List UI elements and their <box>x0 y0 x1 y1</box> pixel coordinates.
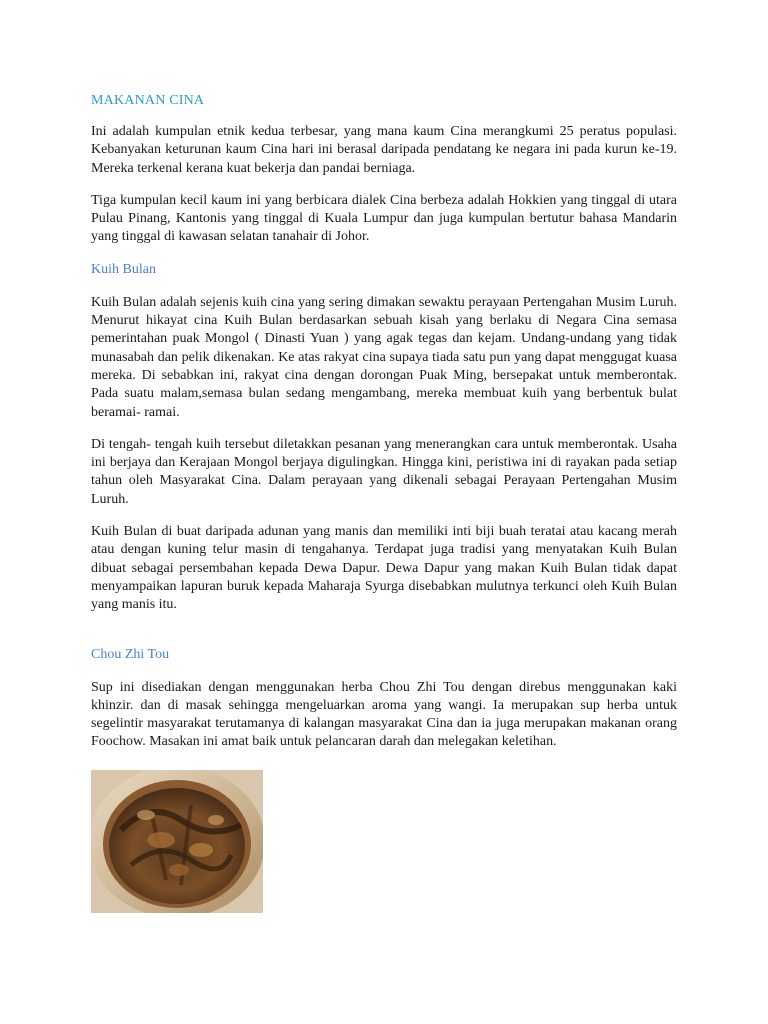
chou-zhi-tou-paragraph-1: Sup ini disediakan dengan menggunakan herba Chou Zhi Tou dengan direbus menggunakan kaki khinzir. dan di masak sehingga mengeluarkan aroma yang wangi. Ia merupakan sup herba untuk segelintir masyarakat terutamanya di kalangan masyarakat Cina dan ia juga merupakan makanan orang Foochow. Masakan ini amat baik untuk pelancaran darah dan melegakan keletihan. <box>91 679 677 750</box>
soup-photo <box>91 770 263 913</box>
section-heading-chou-zhi-tou: Chou Zhi Tou <box>91 646 170 662</box>
section-heading-kuih-bulan: Kuih Bulan <box>91 261 156 277</box>
document-title: MAKANAN CINA <box>91 93 205 108</box>
soup-bowl-image <box>91 770 263 913</box>
kuih-bulan-paragraph-1: Kuih Bulan adalah sejenis kuih cina yang sering dimakan sewaktu perayaan Pertengahan Musim Luruh. Menurut hikayat cina Kuih Bulan berdasarkan sebuah kisah yang berlaku di Negara Cina semasa pemerintahan puak Mongol ( Dinasti Yuan ) yang agak tegas dan kejam. Undang-undang yang tidak munasabah dan pelik dikenakan. Ke atas rakyat cina supaya tiada satu pun yang dapat menggugat kuasa mereka. Di sebabkan ini, rakyat cina dengan dorongan Puak Ming, bersepakat untuk memberontak. Pada suatu malam,semasa bulan sedang mengambang, mereka membuat kuih yang berbentuk bulat beramai- ramai. <box>91 294 677 420</box>
kuih-bulan-paragraph-2: Di tengah- tengah kuih tersebut diletakkan pesanan yang menerangkan cara untuk memberontak. Usaha ini berjaya dan Kerajaan Mongol berjaya digulingkan. Hingga kini, peristiwa ini di rayakan pada setiap tahun oleh Masyarakat Cina. Dalam perayaan yang dikenali sebagai Perayaan Pertengahan Musim Luruh. <box>91 436 677 507</box>
intro-paragraph-2: Tiga kumpulan kecil kaum ini yang berbicara dialek Cina berbeza adalah Hokkien yang tinggal di utara Pulau Pinang, Kantonis yang tinggal di Kuala Lumpur dan juga kumpulan bertutur bahasa Mandarin yang tinggal di kawasan selatan tanahair di Johor. <box>91 192 677 245</box>
document-page <box>91 80 677 913</box>
intro-paragraph-1: Ini adalah kumpulan etnik kedua terbesar, yang mana kaum Cina merangkumi 25 peratus populasi. Kebanyakan keturunan kaum Cina hari ini berasal daripada pendatang ke negara ini pada kurun ke-19. Mereka terkenal kerana kuat bekerja dan pandai berniaga. <box>91 124 677 176</box>
kuih-bulan-paragraph-3: Kuih Bulan di buat daripada adunan yang manis dan memiliki inti biji buah teratai atau kacang merah atau dengan kuning telur masin di tengahanya. Terdapat juga tradisi yang menyatakan Kuih Bulan dibuat sebagai persembahan kepada Dewa Dapur. Dewa Dapur yang makan Kuih Bulan tidak dapat menyampaikan lapuran buruk kepada Maharaja Syurga disebabkan mulutnya terkunci oleh Kuih Bulan yang manis itu. <box>91 524 677 613</box>
